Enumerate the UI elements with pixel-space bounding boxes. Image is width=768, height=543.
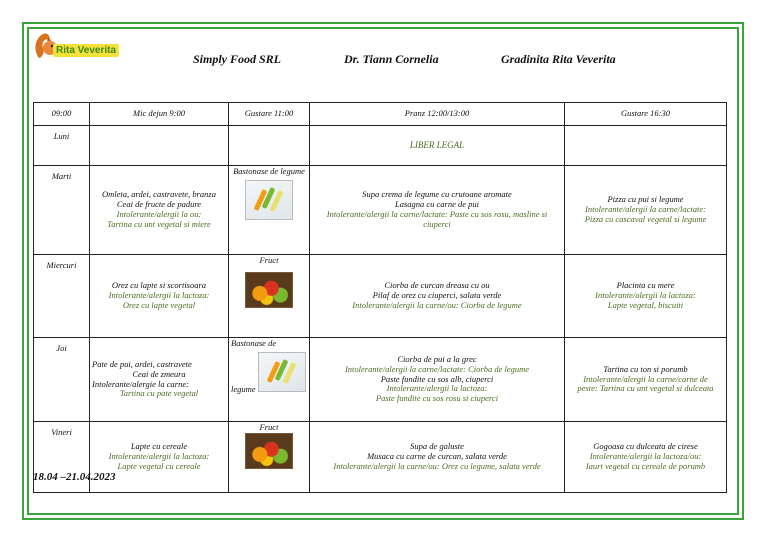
- alt-label: Intolerante/alergii la carne/lactate:: [584, 204, 707, 215]
- kindergarten-name: Gradinita Rita Veverita: [501, 52, 616, 66]
- vegetable-sticks-image: [245, 180, 293, 220]
- snack1-cell: [229, 255, 310, 338]
- snack2-item: Placinta cu mere: [616, 280, 675, 291]
- alt-label: Intolerante/alergii la lactoza:: [386, 383, 488, 394]
- fruit-image: [245, 272, 293, 308]
- snack1-cell: [229, 166, 310, 255]
- company-name: Simply Food SRL: [193, 52, 282, 66]
- breakfast-cell: [90, 166, 229, 255]
- col-header-snack1: Gustare 11:00: [229, 103, 310, 126]
- col-header-snack2: Gustare 16:30: [565, 103, 727, 126]
- lunch-item: Supa de galuste: [410, 441, 464, 452]
- breakfast-cell: [90, 255, 229, 338]
- holiday-label: LIBER LEGAL: [409, 140, 465, 151]
- alt-label: Intolerante/alergie la carne:: [92, 378, 189, 389]
- snack-label: legume: [231, 383, 256, 394]
- alt-item: Paste fundite cu sos rosu si ciuperci: [375, 393, 499, 404]
- breakfast-cell: [90, 338, 229, 422]
- snack2-item: Pizza cu pui si legume: [607, 194, 684, 205]
- lunch-cell: [310, 166, 565, 255]
- snack2-cell: [565, 338, 727, 422]
- alt-item: Iaurt vegetal cu cereale de porumb: [585, 460, 706, 471]
- alt-label: Intolerante/alergii la carne/carne de: [583, 373, 708, 384]
- snack2-item: Gogoasa cu dulceata de cirese: [593, 441, 698, 452]
- col-header-breakfast: Mic dejun 9:00: [90, 103, 229, 126]
- date-range: 18.04 –21.04.2023: [33, 471, 116, 483]
- table-row: [34, 255, 727, 338]
- alt-item: Tartina cu pate vegetal: [119, 388, 199, 399]
- lunch-cell: [310, 255, 565, 338]
- alt-item: Lapte vegetal, biscuiti: [607, 299, 684, 310]
- lunch-cell: [310, 422, 565, 493]
- alt-item: Tartina cu unt vegetal si miere: [107, 218, 211, 229]
- alt-item: Intolerante/alergii la carne/ou: Orez cu legume, salata verde: [333, 460, 541, 471]
- alt-label: Intolerante/alergii la lactoza/ou:: [589, 451, 702, 462]
- breakfast-item: Ceai de zmeura: [132, 368, 186, 379]
- vegetable-sticks-image: [258, 352, 306, 392]
- lunch-item: Pilaf de orez cu ciuperci, salata verde: [372, 290, 502, 301]
- alt-item: Orez cu lapte vegetal: [122, 299, 196, 310]
- lunch-item: Supa crema de legume cu crutoane aromate: [362, 189, 512, 200]
- lunch-item: Ciorba de curcan dreasa cu ou: [384, 280, 490, 291]
- alt-item: Lapte vegetal cu cereale: [117, 460, 201, 471]
- lunch-item: Paste fundite cu sos alb, ciuperci: [380, 373, 494, 384]
- breakfast-item: Orez cu lapte si scortisoara: [111, 280, 207, 291]
- header-row: [34, 103, 727, 126]
- alt-label: Intolerante/alergii la lactoza:: [595, 290, 696, 301]
- lunch-cell: [310, 126, 565, 166]
- snack1-cell: [229, 422, 310, 493]
- alt-item: Intolerante/alergii la carne/lactate: Paste cu sos rosu, masline si ciuperci: [326, 209, 548, 229]
- breakfast-cell: [90, 126, 229, 166]
- doctor-name: Dr. Tiann Cornelia: [344, 52, 439, 66]
- day-label: Luni: [34, 126, 90, 166]
- alt-item: Pizza cu cascaval vegetal si legume: [584, 213, 707, 224]
- lunch-item: Musaca cu carne de curcan, salata verde: [367, 451, 507, 462]
- lunch-cell: [310, 338, 565, 422]
- snack-label: Bastonase de legume: [233, 166, 305, 176]
- snack2-item: Tartina cu ton si porumb: [603, 363, 688, 374]
- day-label: Vineri: [34, 422, 90, 493]
- alt-label: Intolerante/alergii la ou:: [116, 209, 202, 219]
- table-row: [34, 166, 727, 255]
- alt-label: Intolerante/alergii la lactoza:: [108, 451, 210, 462]
- snack-label: Fruct: [259, 255, 279, 265]
- breakfast-item: Ceai de fructe de padure: [116, 199, 202, 210]
- alt-item: Intolerante/alergii la carne/ou: Ciorba de legume: [352, 299, 522, 310]
- breakfast-item: Pate de pui, ardei, castravete: [92, 358, 192, 369]
- snack2-cell: [565, 166, 727, 255]
- snack2-cell: [565, 255, 727, 338]
- snack1-cell: [229, 126, 310, 166]
- breakfast-item: Lapte cu cereale: [130, 441, 188, 452]
- snack1-cell: [229, 338, 310, 422]
- table-row: [34, 338, 727, 422]
- day-label: Marti: [34, 166, 90, 255]
- alt-label: Intolerante/alergii la lactoza:: [108, 290, 210, 301]
- snack2-cell: [565, 422, 727, 493]
- col-header-lunch: Pranz 12:00/13:00: [310, 103, 565, 126]
- weekly-menu-table: [33, 102, 727, 493]
- day-label: Miercuri: [34, 255, 90, 338]
- table-row: [34, 126, 727, 166]
- logo-text: Rita Veverita: [53, 44, 119, 57]
- col-header-time: 09:00: [34, 103, 90, 126]
- table-row: [34, 422, 727, 493]
- snack-label: Fruct: [259, 422, 279, 432]
- logo: [33, 30, 133, 66]
- day-label: Joi: [34, 338, 90, 422]
- alt-item: peste: Tartina cu unt vegetal si dulceata: [577, 383, 714, 394]
- lunch-item: Lasagna cu carne de pui: [394, 199, 480, 210]
- lunch-item: Ciorba de pui a la grec: [397, 354, 477, 365]
- fruit-image: [245, 433, 293, 469]
- snack2-cell: [565, 126, 727, 166]
- snack-label: Bastonase de: [231, 338, 277, 348]
- alt-item: Intolerante/alergii la carne/lactate: Ciorba de legume: [344, 363, 530, 374]
- breakfast-item: Omleta, ardei, castravete, branza: [102, 189, 216, 200]
